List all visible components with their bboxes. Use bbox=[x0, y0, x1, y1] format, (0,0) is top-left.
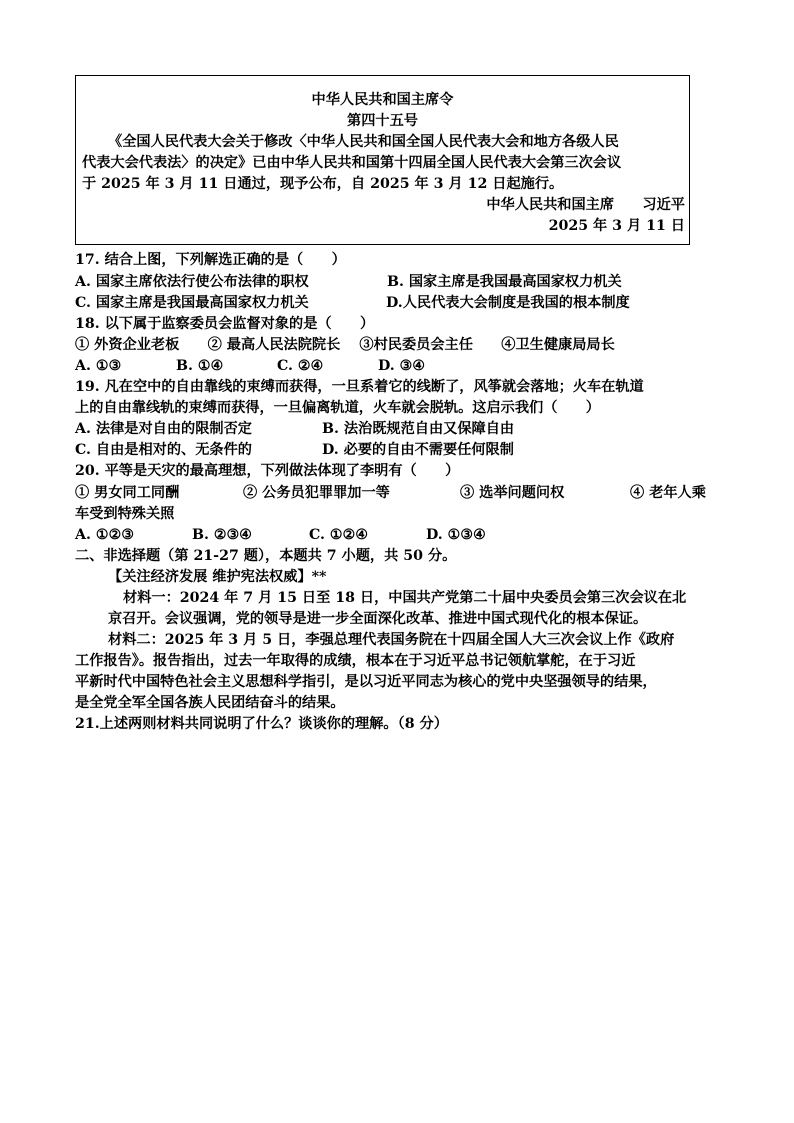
q20-item-3: ③ 选举问题问权 bbox=[460, 485, 565, 501]
q18-items: ① 外资企业老板 ② 最高人民法院院长 ③村民委员会主任 ④卫生健康局局长 bbox=[75, 337, 615, 353]
q18-option-b: B. ①④ bbox=[176, 358, 224, 374]
q18-stem: 18. 以下属于监察委员会监督对象的是（ ） bbox=[75, 316, 375, 332]
question-21: 21.上述两则材料共同说明了什么？谈谈你的理解。（8 分） bbox=[75, 716, 448, 732]
q19-stem-line2: 上的自由靠线轨的束缚而获得，一旦偏离轨道，火车就会脱轨。这启示我们（ ） bbox=[75, 400, 600, 416]
q19-option-a: A. 法律是对自由的限制否定 bbox=[75, 421, 252, 437]
q20-item-4-continued: 车受到特殊关照 bbox=[75, 506, 175, 522]
section2-theme: 【关注经济发展 维护宪法权威】** bbox=[108, 569, 327, 585]
material1-line2: 京召开。会议强调，党的领导是进一步全面深化改革、推进中国式现代化的根本保证。 bbox=[108, 611, 648, 627]
q18-option-d: D. ③④ bbox=[378, 358, 426, 374]
q19-stem-line1: 19. 凡在空中的自由靠线的束缚而获得，一旦系着它的线断了，风筝就会落地；火车在轨道 bbox=[75, 379, 644, 395]
material2-line1: 材料二：2025 年 3 月 5 日，李强总理代表国务院在十四届全国人大三次会议上作《政府 bbox=[108, 632, 675, 648]
q20-option-a: A. ①②③ bbox=[75, 527, 135, 543]
decree-body-line3: 于 2025 年 3 月 11 日通过，现予公布，自 2025 年 3 月 12 日起施行。 bbox=[82, 176, 564, 192]
q17-option-a: A. 国家主席依法行使公布法律的职权 bbox=[75, 274, 309, 290]
material2-line2: 工作报告》。报告指出，过去一年取得的成绩，根本在于习近平总书记领航掌舵，在于习近 bbox=[75, 653, 636, 669]
decree-signature: 中华人民共和国主席 习近平 bbox=[486, 197, 685, 213]
q18-option-a: A. ①③ bbox=[75, 358, 122, 374]
q18-option-c: C. ②④ bbox=[277, 358, 324, 374]
decree-date: 2025 年 3 月 11 日 bbox=[548, 218, 685, 234]
material2-line3: 平新时代中国特色社会主义思想科学指引，是以习近平同志为核心的党中央坚强领导的结果， bbox=[75, 674, 657, 690]
q20-option-d: D. ①③④ bbox=[426, 527, 486, 543]
decree-title: 中华人民共和国主席令 bbox=[311, 92, 454, 108]
q20-option-c: C. ①②④ bbox=[309, 527, 369, 543]
section2-heading: 二、非选择题（第 21-27 题），本题共 7 小题，共 50 分。 bbox=[75, 548, 457, 564]
q20-stem: 20. 平等是天灾的最高理想，下列做法体现了李明有（ ） bbox=[75, 463, 460, 479]
q20-item-1: ① 男女同工同酬 bbox=[75, 485, 180, 501]
decree-number: 第四十五号 bbox=[347, 113, 418, 129]
q17-stem: 17. 结合上图，下列解选正确的是（ ） bbox=[75, 252, 346, 268]
q17-option-c: C. 国家主席是我国最高国家权力机关 bbox=[75, 295, 309, 311]
q17-option-b: B. 国家主席是我国最高国家权力机关 bbox=[387, 274, 622, 290]
q20-option-b: B. ②③④ bbox=[192, 527, 253, 543]
q20-item-2: ② 公务员犯罪罪加一等 bbox=[243, 485, 390, 501]
q17-option-d: D.人民代表大会制度是我国的根本制度 bbox=[386, 295, 630, 311]
decree-body-line1: 《全国人民代表大会关于修改〈中华人民共和国全国人民代表大会和地方各级人民 bbox=[108, 134, 619, 150]
q19-option-d: D. 必要的自由不需要任何限制 bbox=[322, 442, 514, 458]
q19-option-b: B. 法治既规范自由又保障自由 bbox=[322, 421, 515, 437]
material1-line1: 材料一：2024 年 7 月 15 日至 18 日，中国共产党第二十届中央委员会第三次会议在北 bbox=[123, 590, 687, 606]
material2-line4: 是全党全军全国各族人民团结奋斗的结果。 bbox=[75, 695, 345, 711]
q19-option-c: C. 自由是相对的、无条件的 bbox=[75, 442, 252, 458]
q20-item-4: ④ 老年人乘 bbox=[630, 485, 706, 501]
decree-body-line2: 代表大会代表法〉的决定》已由中华人民共和国第十四届全国人民代表大会第三次会议 bbox=[82, 155, 622, 171]
